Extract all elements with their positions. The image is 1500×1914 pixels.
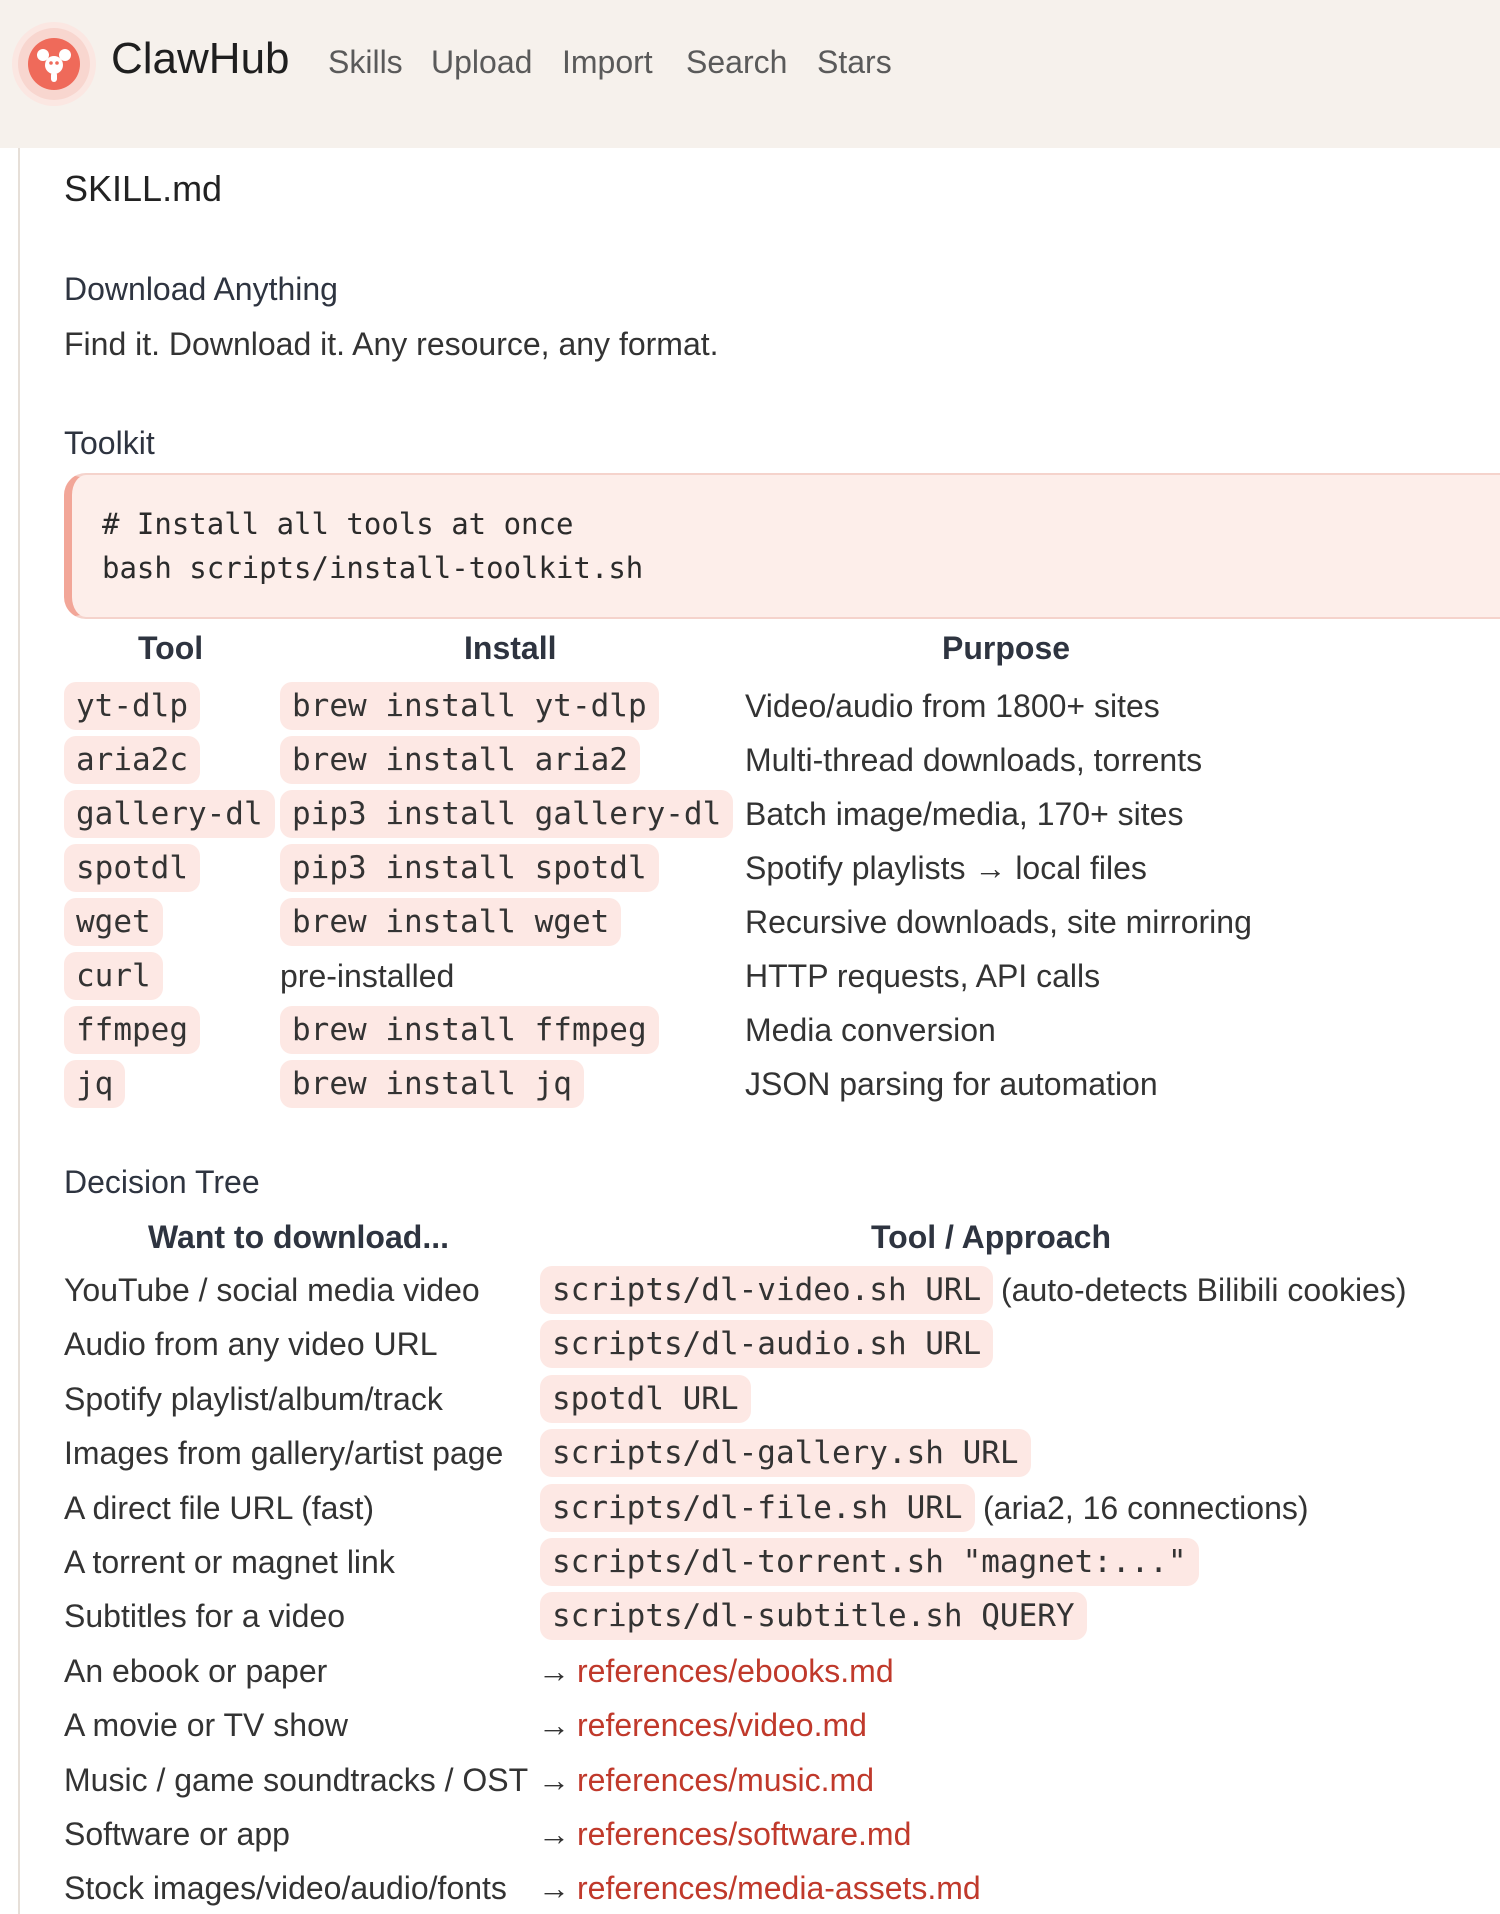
- download-target: YouTube / social media video: [64, 1272, 480, 1308]
- download-target: A torrent or magnet link: [64, 1544, 395, 1580]
- download-target: Spotify playlist/album/track: [64, 1380, 443, 1417]
- arrow-icon: →: [538, 1816, 570, 1852]
- lobster-icon: [28, 38, 80, 90]
- arrow-icon: →: [538, 1707, 570, 1744]
- install-command: brew install aria2: [280, 736, 640, 784]
- install-command: pip3 install spotdl: [280, 844, 659, 892]
- tool-purpose: Recursive downloads, site mirroring: [745, 904, 1252, 940]
- code-line: bash scripts/install-toolkit.sh: [102, 551, 644, 585]
- reference-link[interactable]: references/ebooks.md: [577, 1652, 894, 1689]
- install-command: brew install jq: [280, 1060, 584, 1108]
- col-header-install: Install: [464, 630, 557, 666]
- download-target: Stock images/video/audio/fonts: [64, 1870, 507, 1907]
- install-command: pip3 install gallery-dl: [280, 790, 733, 838]
- tool-purpose: Video/audio from 1800+ sites: [745, 688, 1160, 724]
- reference-link[interactable]: references/video.md: [577, 1707, 867, 1744]
- tool-purpose: Media conversion: [745, 1012, 996, 1048]
- tool-purpose: JSON parsing for automation: [745, 1066, 1158, 1102]
- download-target: Music / game soundtracks / OST: [64, 1761, 529, 1798]
- approach-note: (aria2, 16 connections): [983, 1489, 1309, 1526]
- approach-command: scripts/dl-video.sh URL: [540, 1266, 993, 1314]
- tool-purpose: HTTP requests, API calls: [745, 958, 1101, 994]
- arrow-icon: →: [538, 1652, 570, 1689]
- col-header-tool: Tool: [138, 630, 204, 666]
- file-title: SKILL.md: [64, 168, 223, 209]
- tool-name: jq: [64, 1060, 125, 1108]
- skill-title: Download Anything: [64, 271, 338, 307]
- approach-command: scripts/dl-subtitle.sh QUERY: [540, 1592, 1087, 1640]
- arrow-icon: →: [538, 1870, 570, 1907]
- nav-search[interactable]: Search: [686, 44, 788, 80]
- install-command: pre-installed: [280, 958, 455, 994]
- tool-name: curl: [64, 952, 163, 1000]
- arrow-icon: →: [538, 1761, 570, 1798]
- skill-tagline: Find it. Download it. Any resource, any format.: [64, 326, 719, 362]
- approach-command: scripts/dl-torrent.sh "magnet:...": [540, 1538, 1199, 1586]
- approach-command: scripts/dl-file.sh URL: [540, 1484, 975, 1532]
- reference-link[interactable]: references/software.md: [577, 1816, 912, 1852]
- nav-import[interactable]: Import: [562, 44, 653, 80]
- left-rule: [18, 148, 20, 1914]
- download-target: Audio from any video URL: [64, 1326, 438, 1363]
- download-target: Subtitles for a video: [64, 1598, 346, 1635]
- install-code-block[interactable]: [64, 473, 1500, 619]
- tool-purpose: Multi-thread downloads, torrents: [745, 742, 1203, 778]
- tool-name: yt-dlp: [64, 682, 200, 730]
- col-header-purpose: Purpose: [942, 630, 1071, 666]
- col-header-approach: Tool / Approach: [871, 1219, 1111, 1255]
- nav-upload[interactable]: Upload: [431, 44, 533, 80]
- tool-purpose: Batch image/media, 170+ sites: [745, 796, 1184, 832]
- install-command: brew install wget: [280, 898, 621, 946]
- tool-name: aria2c: [64, 736, 200, 784]
- brand-name[interactable]: ClawHub: [111, 34, 290, 83]
- tool-name: ffmpeg: [64, 1006, 200, 1054]
- approach-command: scripts/dl-audio.sh URL: [540, 1320, 993, 1368]
- download-target: Images from gallery/artist page: [64, 1435, 504, 1472]
- tool-name: wget: [64, 898, 163, 946]
- install-command: brew install yt-dlp: [280, 682, 659, 730]
- reference-link[interactable]: references/music.md: [577, 1761, 874, 1798]
- tool-name: gallery-dl: [64, 790, 275, 838]
- approach-command: scripts/dl-gallery.sh URL: [540, 1429, 1031, 1477]
- download-target: A movie or TV show: [64, 1707, 348, 1744]
- approach-command: spotdl URL: [540, 1375, 751, 1423]
- nav-skills[interactable]: Skills: [328, 44, 403, 80]
- download-target: Software or app: [64, 1816, 290, 1852]
- install-command: brew install ffmpeg: [280, 1006, 659, 1054]
- tool-purpose: Spotify playlists → local files: [745, 850, 1147, 886]
- clawhub-logo-icon[interactable]: [18, 28, 90, 100]
- top-navigation-bar: [0, 0, 1500, 150]
- download-target: An ebook or paper: [64, 1652, 328, 1689]
- toolkit-heading: Toolkit: [64, 425, 155, 461]
- col-header-want: Want to download...: [148, 1219, 449, 1255]
- nav-stars[interactable]: Stars: [817, 44, 892, 80]
- approach-note: (auto-detects Bilibili cookies): [1001, 1272, 1407, 1308]
- code-line: # Install all tools at once: [102, 507, 574, 541]
- tool-name: spotdl: [64, 844, 200, 892]
- decision-tree-heading: Decision Tree: [64, 1164, 260, 1200]
- reference-link[interactable]: references/media-assets.md: [577, 1870, 981, 1907]
- download-target: A direct file URL (fast): [64, 1489, 375, 1526]
